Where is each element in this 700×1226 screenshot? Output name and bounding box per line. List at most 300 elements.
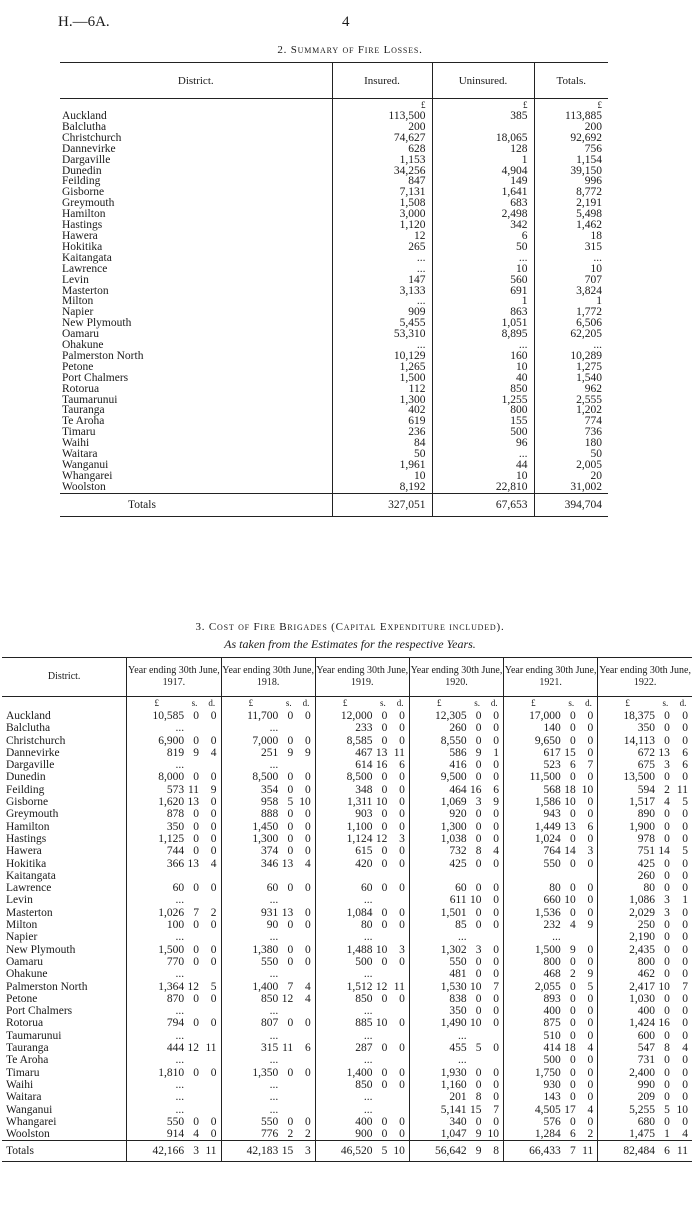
- shillings-cell: [280, 759, 297, 771]
- value-cell: 619: [332, 416, 432, 427]
- pence-cell: 3: [297, 1141, 315, 1162]
- shillings-cell: 9: [475, 746, 482, 759]
- pounds-cell: 523: [504, 759, 563, 771]
- table-row: [2, 735, 692, 747]
- pence-cell: 0: [210, 1115, 217, 1128]
- pounds-cell: [127, 870, 186, 882]
- pounds-cell: ...: [221, 1104, 280, 1116]
- shillings-cell: 0: [475, 722, 482, 735]
- shillings-cell: 0: [664, 710, 670, 722]
- pounds-cell: 8,500: [221, 771, 280, 783]
- pence-cell: 0: [587, 1005, 594, 1018]
- pence-cell: [203, 1030, 221, 1042]
- district-name: Balclutha: [62, 121, 107, 133]
- pounds-cell: 1,900: [598, 821, 657, 833]
- value-cell: 112: [332, 384, 432, 395]
- value-cell: 149: [432, 176, 534, 187]
- shillings-cell: 0: [664, 919, 670, 932]
- pence-cell: 0: [399, 1042, 405, 1055]
- pence-cell: 0: [493, 968, 500, 981]
- pounds-cell: 250: [598, 919, 657, 931]
- district-name: Hokitika: [62, 241, 103, 253]
- pounds-cell: 12,305: [409, 710, 468, 722]
- shillings-cell: 0: [193, 882, 200, 895]
- shillings-cell: [280, 1054, 297, 1066]
- pence-cell: 9: [493, 796, 500, 809]
- pence-cell: 0: [210, 771, 217, 784]
- pence-cell: 0: [304, 943, 311, 956]
- pence-cell: 0: [587, 832, 594, 845]
- column-header-district: District.: [60, 63, 332, 99]
- pounds-cell: 1,084: [315, 907, 374, 919]
- pence-cell: [297, 1079, 315, 1091]
- pence-cell: 0: [493, 710, 500, 722]
- value-cell: 962: [534, 384, 608, 395]
- pence-cell: 0: [493, 759, 500, 772]
- totals-label: Totals: [60, 493, 332, 516]
- pence-cell: 0: [210, 1017, 217, 1030]
- district-name: New Plymouth: [62, 318, 132, 330]
- shillings-cell: 0: [569, 1017, 576, 1030]
- pence-cell: 0: [399, 722, 405, 735]
- pounds-cell: 614: [315, 759, 374, 771]
- pence-cell: 6: [304, 1042, 311, 1055]
- district-cell: Petone: [6, 992, 38, 1005]
- pounds-cell: 209: [598, 1091, 657, 1103]
- value-cell: 1,508: [332, 198, 432, 209]
- pence-cell: 0: [682, 734, 688, 747]
- district-cell: [60, 351, 332, 362]
- pounds-cell: 9,500: [409, 771, 468, 783]
- shillings-cell: [186, 968, 203, 980]
- shillings-cell: 0: [664, 869, 670, 882]
- value-cell: 200: [332, 122, 432, 133]
- value-cell: 5,498: [534, 209, 608, 220]
- pence-cell: 0: [587, 1091, 594, 1104]
- district-cell: [60, 209, 332, 220]
- pounds-cell: 850: [221, 993, 280, 1005]
- district-cell: [60, 460, 332, 471]
- shillings-cell: 17: [564, 1103, 576, 1116]
- value-cell: 20: [534, 471, 608, 482]
- value-cell: ...: [332, 264, 432, 275]
- pence-cell: 0: [682, 710, 688, 722]
- pounds-cell: [315, 870, 374, 882]
- district-cell: Te Aroha: [6, 1054, 49, 1067]
- value-cell: 4,904: [432, 166, 534, 177]
- pence-cell: 3: [399, 943, 405, 956]
- table-row: [2, 845, 692, 857]
- value-cell: 10: [432, 471, 534, 482]
- shillings-cell: 9: [193, 746, 200, 759]
- pence-cell: [391, 968, 409, 980]
- pounds-cell: 455: [409, 1042, 468, 1054]
- value-cell: 1: [534, 296, 608, 307]
- pence-cell: [297, 759, 315, 771]
- pence-cell: [580, 931, 598, 943]
- value-cell: 1: [432, 155, 534, 166]
- value-cell: 18: [534, 231, 608, 242]
- district-name: Milton: [62, 296, 94, 308]
- value-cell: 74,627: [332, 133, 432, 144]
- shillings-cell: 0: [381, 710, 388, 722]
- pence-cell: [297, 722, 315, 734]
- pounds-cell: 468: [504, 968, 563, 980]
- pounds-cell: 60: [127, 882, 186, 894]
- shillings-cell: 18: [564, 783, 576, 796]
- value-cell: 22,810: [432, 482, 534, 493]
- pounds-cell: 6,900: [127, 735, 186, 747]
- district-cell: Dargaville: [6, 759, 55, 772]
- shillings-cell: 0: [381, 1066, 388, 1079]
- value-cell: 1,202: [534, 405, 608, 416]
- pounds-cell: ...: [504, 931, 563, 943]
- value-cell: 62,205: [534, 329, 608, 340]
- shillings-cell: 0: [193, 992, 200, 1005]
- pounds-cell: 232: [504, 919, 563, 931]
- value-cell: 10,129: [332, 351, 432, 362]
- shillings-cell: 0: [664, 882, 670, 895]
- table-row: [60, 340, 608, 351]
- pounds-cell: 1,026: [127, 907, 186, 919]
- value-cell: 50: [332, 449, 432, 460]
- value-cell: 1: [432, 296, 534, 307]
- shillings-cell: 12: [281, 992, 294, 1005]
- district-cell: [60, 318, 332, 329]
- currency-mark: £: [534, 99, 608, 112]
- pounds-cell: 931: [221, 907, 280, 919]
- pence-cell: 0: [587, 1078, 594, 1091]
- pounds-cell: 576: [504, 1116, 563, 1128]
- column-header-totals: Totals.: [534, 63, 608, 99]
- pounds-cell: 550: [221, 1116, 280, 1128]
- value-cell: [432, 122, 534, 133]
- shillings-cell: 0: [193, 943, 200, 956]
- pence-cell: 0: [399, 808, 405, 821]
- pounds-cell: 400: [504, 1005, 563, 1017]
- value-cell: 84: [332, 438, 432, 449]
- shillings-cell: 0: [475, 1066, 482, 1079]
- district-cell: [60, 307, 332, 318]
- pence-cell: 0: [210, 808, 217, 821]
- table-row: [60, 471, 608, 482]
- pence-cell: [203, 1005, 221, 1017]
- pence-cell: 0: [399, 955, 405, 968]
- table-row: [60, 482, 608, 493]
- shillings-cell: 0: [664, 968, 670, 981]
- shillings-cell: 0: [475, 1115, 482, 1128]
- pence-cell: 0: [587, 710, 594, 722]
- shillings-cell: 0: [287, 832, 294, 845]
- pounds-cell: ...: [221, 722, 280, 734]
- table-row: [60, 176, 608, 187]
- value-cell: 560: [432, 275, 534, 286]
- district-cell: Port Chalmers: [6, 1005, 73, 1018]
- district-cell: [60, 264, 332, 275]
- value-cell: 18,065: [432, 133, 534, 144]
- shillings-cell: 0: [569, 1029, 576, 1042]
- shillings-cell: 8: [475, 845, 482, 858]
- value-cell: 113,500: [332, 111, 432, 122]
- pounds-cell: ...: [221, 1079, 280, 1091]
- pence-cell: 0: [399, 771, 405, 784]
- district-name: Palmerston North: [62, 350, 144, 362]
- shillings-cell: 0: [569, 808, 576, 821]
- shillings-cell: 9: [287, 746, 294, 759]
- shillings-cell: 10: [375, 796, 388, 809]
- pence-cell: 0: [399, 1017, 405, 1030]
- pounds-cell: 914: [127, 1128, 186, 1141]
- pounds-cell: 751: [598, 845, 657, 857]
- pounds-cell: 374: [221, 845, 280, 857]
- district-cell: [60, 438, 332, 449]
- district-cell: Ohakune: [6, 968, 48, 981]
- district-cell: Hawera: [6, 845, 42, 858]
- shillings-cell: 14: [658, 845, 670, 858]
- shillings-cell: 7: [563, 1141, 580, 1162]
- pounds-cell: 60: [315, 882, 374, 894]
- shillings-cell: 12: [375, 832, 388, 845]
- pounds-cell: 233: [315, 722, 374, 734]
- shillings-cell: 0: [381, 1115, 388, 1128]
- shillings-cell: 0: [475, 992, 482, 1005]
- shillings-cell: [469, 1054, 486, 1066]
- pounds-cell: 1,300: [409, 821, 468, 833]
- district-cell: [60, 427, 332, 438]
- district-name: Port Chalmers: [62, 372, 129, 384]
- shillings-cell: 0: [475, 919, 482, 932]
- table-row: [2, 993, 692, 1005]
- shillings-cell: 6: [569, 759, 576, 772]
- district-name: Napier: [62, 307, 94, 319]
- shillings-cell: [280, 894, 297, 906]
- shillings-cell: 0: [193, 734, 200, 747]
- unit-pence: d.: [585, 698, 592, 708]
- pence-cell: 0: [493, 1017, 500, 1030]
- shillings-cell: [374, 870, 391, 882]
- district-name: Gisborne: [62, 187, 105, 199]
- table-row: [2, 1067, 692, 1079]
- pence-cell: [297, 968, 315, 980]
- value-cell: 40: [432, 373, 534, 384]
- value-cell: 10,289: [534, 351, 608, 362]
- shillings-cell: 0: [664, 1005, 670, 1018]
- district-cell: Hamilton: [6, 820, 50, 833]
- fire-losses-table: [60, 62, 608, 517]
- district-cell: Lawrence: [6, 882, 52, 895]
- pence-cell: [203, 968, 221, 980]
- table-row: [2, 968, 692, 980]
- pounds-cell: 878: [127, 808, 186, 820]
- pence-cell: 0: [587, 955, 594, 968]
- pounds-cell: 1,450: [221, 821, 280, 833]
- pence-cell: 10: [581, 783, 594, 796]
- pounds-cell: 550: [127, 1116, 186, 1128]
- pounds-cell: 770: [127, 956, 186, 968]
- pounds-cell: 1,030: [598, 993, 657, 1005]
- value-cell: ...: [332, 253, 432, 264]
- pounds-cell: 350: [127, 821, 186, 833]
- shillings-cell: 0: [569, 992, 576, 1005]
- pounds-cell: ...: [315, 1030, 374, 1042]
- column-header-uninsured: Uninsured.: [432, 63, 534, 99]
- pence-cell: 0: [587, 882, 594, 895]
- pounds-cell: 850: [315, 993, 374, 1005]
- pence-cell: 7: [587, 759, 594, 772]
- value-cell: 756: [534, 144, 608, 155]
- pence-cell: [391, 1104, 409, 1116]
- pence-cell: [203, 722, 221, 734]
- district-cell: [60, 133, 332, 144]
- value-cell: 1,255: [432, 395, 534, 406]
- pounds-cell: 82,484: [598, 1141, 657, 1162]
- value-cell: 147: [332, 275, 432, 286]
- pence-cell: 0: [493, 1066, 500, 1079]
- shillings-cell: 0: [569, 710, 576, 722]
- district-cell: [60, 220, 332, 231]
- shillings-cell: 0: [287, 1017, 294, 1030]
- pounds-cell: ...: [315, 1091, 374, 1103]
- value-cell: ...: [432, 449, 534, 460]
- table-row: [60, 318, 608, 329]
- pence-cell: 0: [304, 734, 311, 747]
- shillings-cell: 0: [475, 882, 482, 895]
- pence-cell: 9: [587, 968, 594, 981]
- district-cell: Hokitika: [6, 857, 47, 870]
- pence-cell: 0: [493, 820, 500, 833]
- brigade-cost-table: [2, 657, 692, 1162]
- pence-cell: 4: [210, 857, 217, 870]
- pence-cell: 0: [587, 1054, 594, 1067]
- pence-cell: 0: [304, 1115, 311, 1128]
- pence-cell: 0: [399, 906, 405, 919]
- pounds-cell: ...: [315, 1054, 374, 1066]
- shillings-cell: 3: [664, 759, 670, 772]
- pounds-cell: 1,125: [127, 833, 186, 845]
- pounds-cell: 1,400: [315, 1067, 374, 1079]
- district-cell: Waihi: [6, 1078, 34, 1091]
- pence-cell: 0: [399, 857, 405, 870]
- district-cell: [60, 187, 332, 198]
- units-blank: [2, 697, 127, 711]
- shillings-cell: 8: [475, 1091, 482, 1104]
- pounds-cell: 400: [598, 1005, 657, 1017]
- shillings-cell: 0: [475, 734, 482, 747]
- shillings-cell: 5: [475, 1042, 482, 1055]
- pence-cell: 4: [304, 980, 311, 993]
- pence-cell: 0: [399, 734, 405, 747]
- pence-cell: 0: [304, 710, 311, 722]
- district-name: Masterton: [62, 285, 109, 297]
- value-cell: 1,772: [534, 307, 608, 318]
- pence-cell: 10: [391, 1141, 409, 1162]
- shillings-cell: [374, 1030, 391, 1042]
- pence-cell: 3: [587, 845, 594, 858]
- shillings-cell: 0: [664, 734, 670, 747]
- pounds-cell: ...: [221, 1054, 280, 1066]
- table-row: [60, 416, 608, 427]
- table-row: [60, 111, 608, 122]
- pence-cell: 0: [682, 857, 688, 870]
- pence-cell: 0: [682, 931, 688, 944]
- pence-cell: 0: [210, 955, 217, 968]
- shillings-cell: 0: [381, 1078, 388, 1091]
- shillings-cell: 0: [664, 857, 670, 870]
- pounds-cell: 1,586: [504, 796, 563, 808]
- pounds-cell: 958: [221, 796, 280, 808]
- value-cell: 847: [332, 176, 432, 187]
- district-cell: Tauranga: [6, 1042, 49, 1055]
- pounds-cell: ...: [127, 1054, 186, 1066]
- pence-cell: 0: [304, 1066, 311, 1079]
- shillings-cell: 16: [375, 759, 388, 772]
- value-cell: 1,120: [332, 220, 432, 231]
- value-cell: 3,133: [332, 286, 432, 297]
- pence-cell: 0: [587, 992, 594, 1005]
- shillings-cell: 18: [564, 1042, 576, 1055]
- pounds-cell: 60: [409, 882, 468, 894]
- table-row: [2, 919, 692, 931]
- pounds-cell: 838: [409, 993, 468, 1005]
- pounds-cell: 1,100: [315, 821, 374, 833]
- value-cell: 1,275: [534, 362, 608, 373]
- table-row: [2, 858, 692, 870]
- shillings-cell: [186, 1079, 203, 1091]
- pounds-cell: 500: [504, 1054, 563, 1066]
- shillings-cell: 0: [193, 845, 200, 858]
- table-row: [60, 362, 608, 373]
- pence-cell: 7: [682, 980, 688, 993]
- district-name: Dannevirke: [62, 143, 116, 155]
- pence-cell: 0: [493, 1115, 500, 1128]
- district-cell: Whangarei: [6, 1115, 57, 1128]
- table-row: [2, 1042, 692, 1054]
- district-cell: Hastings: [6, 832, 47, 845]
- district-name: Hawera: [62, 230, 98, 242]
- pence-cell: 0: [682, 906, 688, 919]
- pounds-cell: 348: [315, 784, 374, 796]
- shillings-cell: 0: [664, 1029, 670, 1042]
- pounds-cell: ...: [315, 1104, 374, 1116]
- pounds-cell: 56,642: [409, 1141, 468, 1162]
- pounds-cell: 990: [598, 1079, 657, 1091]
- shillings-cell: 0: [664, 832, 670, 845]
- table-row: [2, 771, 692, 783]
- pounds-cell: 260: [409, 722, 468, 734]
- shillings-cell: 0: [664, 771, 670, 784]
- totals-value: 394,704: [534, 493, 608, 516]
- pence-cell: 0: [682, 1029, 688, 1042]
- column-header-year: Year ending 30th June, 1919.: [315, 658, 409, 697]
- shillings-cell: 3: [475, 943, 482, 956]
- pounds-cell: 800: [598, 956, 657, 968]
- pence-cell: 11: [205, 1042, 217, 1055]
- pounds-cell: ...: [409, 1030, 468, 1042]
- shillings-cell: 0: [664, 808, 670, 821]
- district-cell: [60, 296, 332, 307]
- shillings-cell: 12: [187, 980, 200, 993]
- district-cell: Napier: [6, 931, 38, 944]
- totals-row: [2, 1141, 692, 1162]
- table-row: [2, 956, 692, 968]
- pence-cell: 0: [682, 832, 688, 845]
- table-row: [60, 427, 608, 438]
- pounds-cell: 143: [504, 1091, 563, 1103]
- shillings-cell: 0: [475, 1078, 482, 1091]
- shillings-cell: 0: [287, 734, 294, 747]
- pounds-cell: 42,183: [221, 1141, 280, 1162]
- unit-pence: d.: [208, 698, 216, 708]
